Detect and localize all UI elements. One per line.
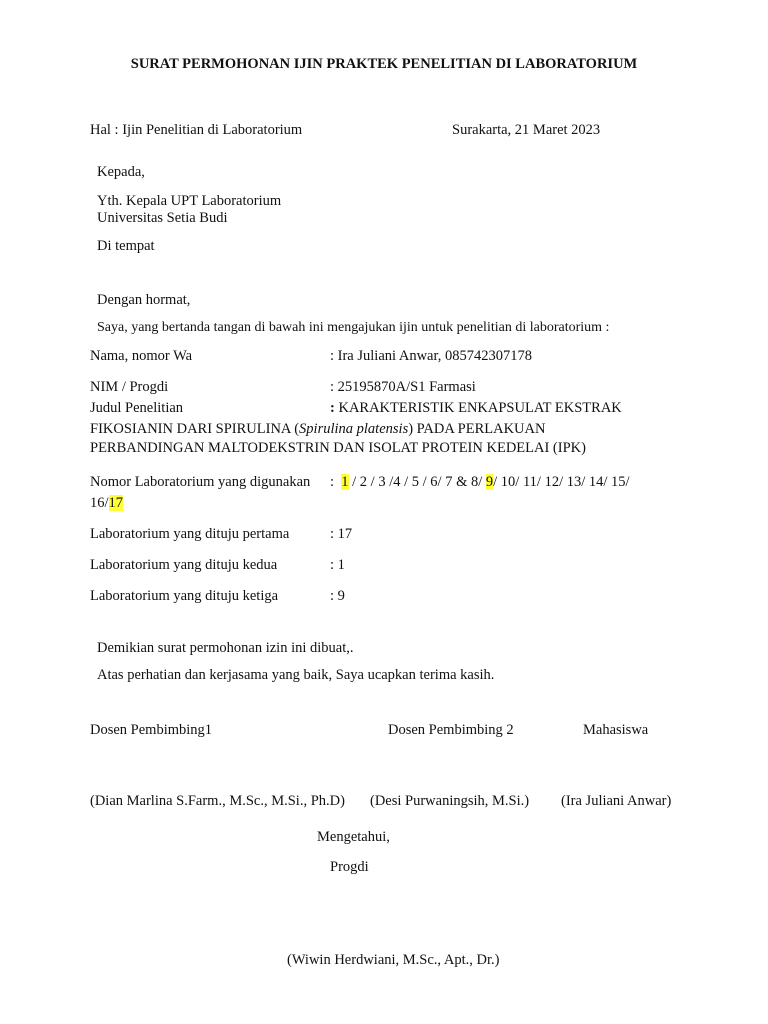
subject-line: Hal : Ijin Penelitian di Laboratorium [90, 122, 303, 138]
judul-line2-b: ) PADA PERLAKUAN [408, 421, 546, 437]
signatory-role-3: Mahasiswa [583, 722, 649, 738]
signatory-name-3: (Ira Juliani Anwar) [561, 793, 672, 809]
recipient-line2: Universitas Setia Budi [97, 210, 228, 226]
lab-number-highlight-17: 17 [108, 495, 124, 511]
closing-thanks: Atas perhatian dan kerjasama yang baik, Saya ucapkan terima kasih. [97, 667, 495, 683]
species-name: Spirulina platensis [299, 421, 409, 437]
lab-numbers-rest: / 10/ 11/ 12/ 13/ 14/ 15/ [493, 474, 630, 490]
judul-line2 [90, 420, 545, 438]
signatory-role-2: Dosen Pembimbing 2 [388, 722, 514, 738]
approval-progdi: Progdi [330, 859, 369, 875]
lab-choice-1-value: : 17 [330, 526, 353, 542]
lab-numbers-line2 [90, 494, 123, 512]
signatory-name-2: (Desi Purwaningsih, M.Si.) [370, 793, 530, 809]
judul-line2-a: FIKOSIANIN DARI SPIRULINA ( [90, 421, 300, 437]
lab-number-highlight-1: 1 [341, 474, 349, 490]
signatory-role-1: Dosen Pembimbing1 [90, 722, 213, 738]
signatory-name-1: (Dian Marlina S.Farm., M.Sc., M.Si., Ph.D) [90, 793, 345, 809]
greeting: Dengan hormat, [97, 292, 191, 308]
lab-numbers-colon: : [330, 474, 335, 490]
lab-choice-1-label: Laboratorium yang dituju pertama [90, 526, 290, 542]
judul-label: Judul Penelitian [90, 400, 184, 416]
nim-value: : 25195870A/S1 Farmasi [330, 379, 476, 395]
letter-title: SURAT PERMOHONAN IJIN PRAKTEK PENELITIAN DI LABORATORIUM [130, 56, 638, 72]
lab-numbers-value [330, 473, 630, 491]
lab-choice-3-label: Laboratorium yang dituju ketiga [90, 588, 279, 604]
closing-statement: Demikian surat permohonan izin ini dibuat,. [97, 640, 354, 656]
judul-line3: PERBANDINGAN MALTODEKSTRIN DAN ISOLAT PROTEIN KEDELAI (IPK) [90, 440, 586, 456]
judul-value [330, 399, 622, 417]
nim-label: NIM / Progdi [90, 379, 169, 395]
lab-choice-3-value: : 9 [330, 588, 345, 604]
lab-numbers-mid: / 2 / 3 /4 / 5 / 6/ 7 & 8/ [348, 474, 486, 490]
approval-name: (Wiwin Herdwiani, M.Sc., Apt., Dr.) [287, 952, 500, 968]
intro-paragraph: Saya, yang bertanda tangan di bawah ini mengajukan ijin untuk penelitian di laboratorium : [97, 320, 610, 335]
lab-numbers-line2-prefix: 16/ [90, 495, 109, 511]
recipient-kepada: Kepada, [97, 164, 145, 180]
recipient-line3: Di tempat [97, 238, 155, 254]
judul-value-text: KARAKTERISTIK ENKAPSULAT EKSTRAK [334, 400, 622, 416]
judul-colon: : [330, 400, 335, 416]
recipient-line1: Yth. Kepala UPT Laboratorium [97, 193, 282, 209]
lab-numbers-label: Nomor Laboratorium yang digunakan [90, 474, 311, 490]
lab-choice-2-value: : 1 [330, 557, 345, 573]
place-date: Surakarta, 21 Maret 2023 [452, 122, 601, 138]
nama-label: Nama, nomor Wa [90, 348, 193, 364]
nama-value: : Ira Juliani Anwar, 085742307178 [330, 348, 532, 364]
lab-choice-2-label: Laboratorium yang dituju kedua [90, 557, 278, 573]
lab-number-highlight-9: 9 [485, 474, 494, 490]
approval-mengetahui: Mengetahui, [317, 829, 390, 845]
